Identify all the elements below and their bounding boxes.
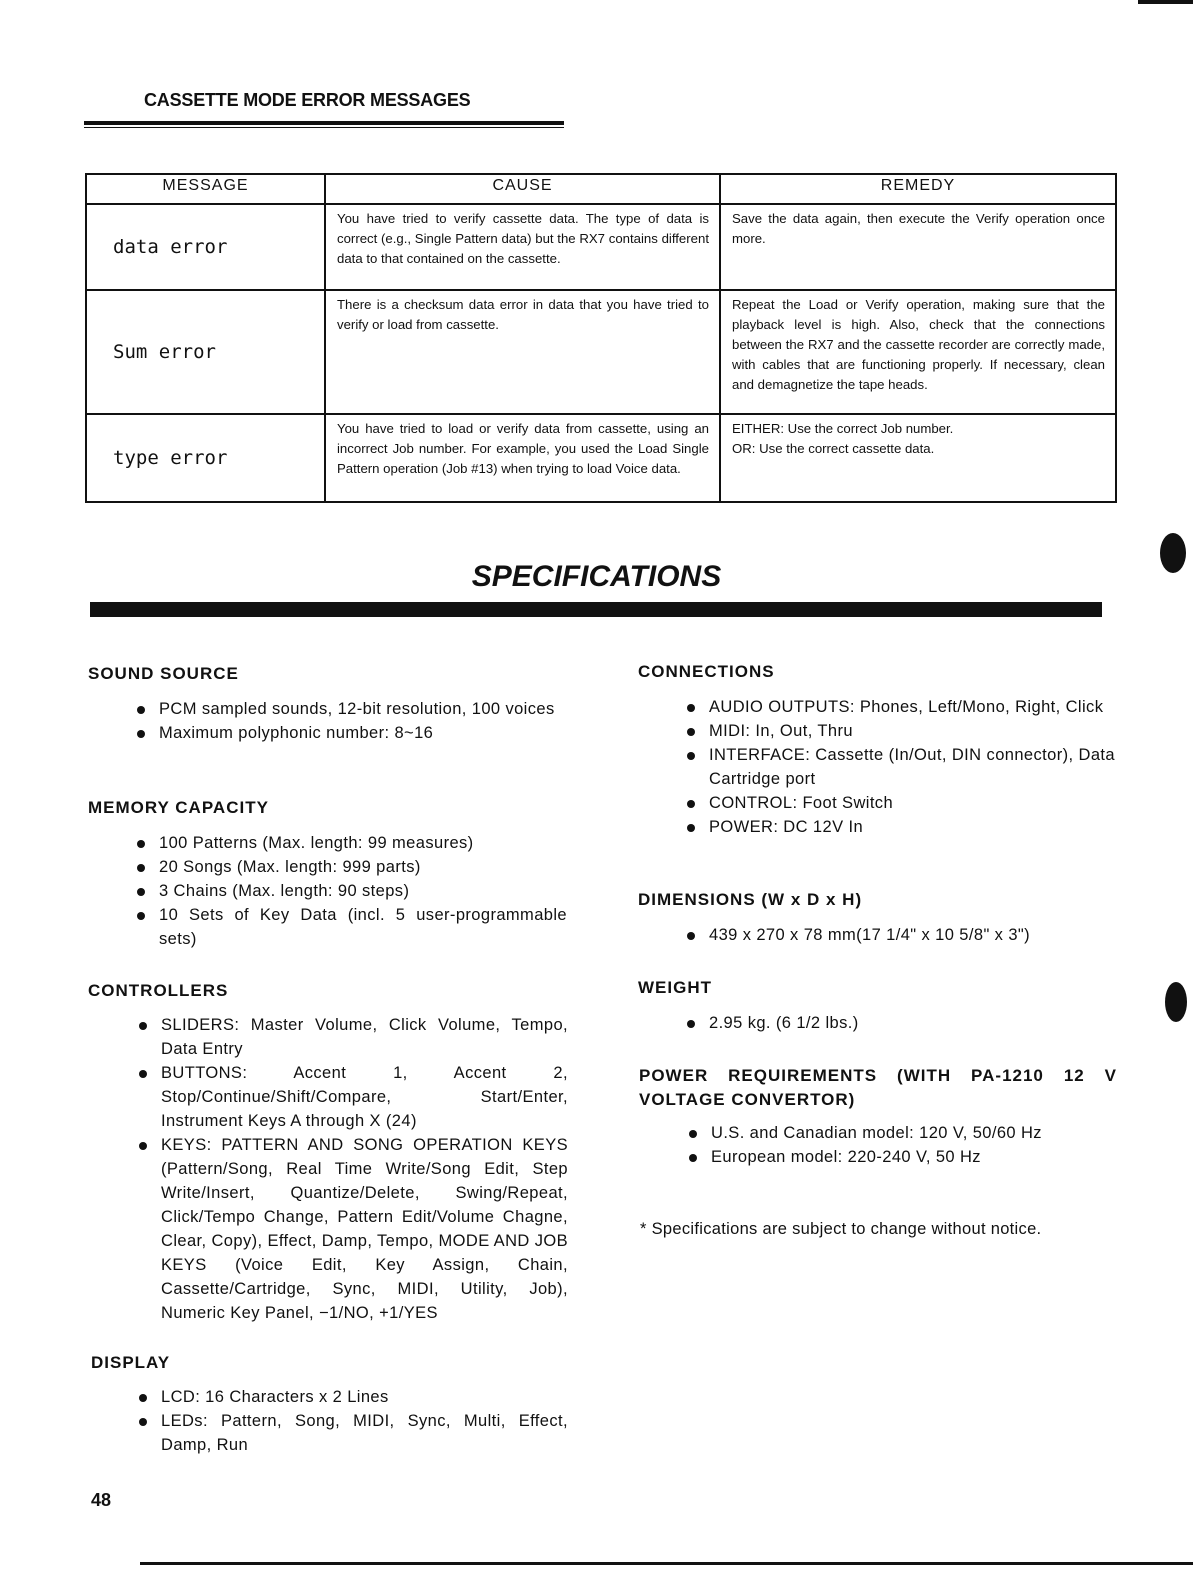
corner-mark <box>1138 0 1193 4</box>
list-item: LEDs: Pattern, Song, MIDI, Sync, Multi, Effect, Damp, Run <box>139 1409 568 1457</box>
list-item: INTERFACE: Cassette (In/Out, DIN connector), Data Cartridge port <box>687 743 1115 791</box>
list-display <box>139 1385 568 1457</box>
error-remedy: Save the data again, then execute the Verify operation once more. <box>720 204 1116 290</box>
bullet-icon <box>139 1070 147 1078</box>
section-heading-memory-capacity: MEMORY CAPACITY <box>88 798 269 817</box>
specifications-footnote: * Specifications are subject to change without notice. <box>640 1220 1042 1238</box>
list-item: 439 x 270 x 78 mm(17 1/4" x 10 5/8" x 3") <box>687 923 1127 947</box>
bullet-icon <box>137 888 145 896</box>
bullet-icon <box>687 1020 695 1028</box>
cassette-heading: CASSETTE MODE ERROR MESSAGES <box>144 90 471 110</box>
error-remedy: EITHER: Use the correct Job number. OR: Use the correct cassette data. <box>720 414 1116 502</box>
list-item: Maximum polyphonic number: 8~16 <box>137 721 565 745</box>
error-cause: There is a checksum data error in data that you have tried to verify or load from cassette. <box>325 290 720 414</box>
list-weight <box>687 1011 1107 1035</box>
list-item: U.S. and Canadian model: 120 V, 50/60 Hz <box>689 1121 1109 1145</box>
heading-rule <box>84 121 564 125</box>
bullet-icon <box>687 800 695 808</box>
list-item: AUDIO OUTPUTS: Phones, Left/Mono, Right, Click <box>687 695 1115 719</box>
section-heading-connections: CONNECTIONS <box>638 662 775 681</box>
list-item: 3 Chains (Max. length: 90 steps) <box>137 879 567 903</box>
bullet-icon <box>689 1154 697 1162</box>
list-item: CONTROL: Foot Switch <box>687 791 1115 815</box>
section-heading-controllers: CONTROLLERS <box>88 981 229 1000</box>
bullet-icon <box>687 824 695 832</box>
list-item: KEYS: PATTERN AND SONG OPERATION KEYS (Pattern/Song, Real Time Write/Song Edit, Step Write/Insert, Quantize/Delete, Swing/Repeat, Click/Tempo Change, Pattern Edit/Volume Chagne, Clear, Copy), Effect, Damp, Tempo, MODE AND JOB KEYS (Voice Edit, Key Assign, Chain, Cassette/Cartridge, Sync, MIDI, Utility, Job), Numeric Key Panel, −1/NO, +1/YES <box>139 1133 568 1325</box>
bullet-icon <box>137 730 145 738</box>
section-heading-dimensions: DIMENSIONS (W x D x H) <box>638 890 863 909</box>
list-item: 20 Songs (Max. length: 999 parts) <box>137 855 567 879</box>
bullet-icon <box>139 1394 147 1402</box>
error-cause: You have tried to load or verify data from cassette, using an incorrect Job number. For example, you used the Load Single Pattern operation (Job #13) when trying to load Voice data. <box>325 414 720 502</box>
section-heading-weight: WEIGHT <box>638 978 712 997</box>
list-sound-source <box>137 697 565 745</box>
list-memory-capacity <box>137 831 567 951</box>
list-item: 2.95 kg. (6 1/2 lbs.) <box>687 1011 1107 1035</box>
bullet-icon <box>687 704 695 712</box>
bullet-icon <box>687 728 695 736</box>
bullet-icon <box>137 912 145 920</box>
list-power-requirements <box>689 1121 1109 1169</box>
error-remedy: Repeat the Load or Verify operation, making sure that the playback level is high. Also, check that the connections between the RX7 and the cassette recorder are correctly made, with cables that are functioning properly. If necessary, clean and demagnetize the tape heads. <box>720 290 1116 414</box>
title-bar <box>90 602 1102 617</box>
bullet-icon <box>687 752 695 760</box>
list-item: BUTTONS: Accent 1, Accent 2, Stop/Continue/Shift/Compare, Start/Enter, Instrument Keys A through X (24) <box>139 1061 568 1133</box>
list-item: European model: 220-240 V, 50 Hz <box>689 1145 1109 1169</box>
list-connections <box>687 695 1115 839</box>
bottom-rule <box>140 1562 1193 1565</box>
page-number: 48 <box>91 1490 112 1510</box>
list-controllers <box>139 1013 568 1325</box>
error-cause: You have tried to verify cassette data. The type of data is correct (e.g., Single Pattern data) but the RX7 contains different data to that contained on the cassette. <box>325 204 720 290</box>
table-header-row <box>86 174 1116 204</box>
col-header-remedy: REMEDY <box>720 174 1116 204</box>
list-item: 10 Sets of Key Data (incl. 5 user-programmable sets) <box>137 903 567 951</box>
section-heading-power-requirements: POWER REQUIREMENTS (WITH PA-1210 12 V VOLTAGE CONVERTOR) <box>639 1066 1117 1109</box>
error-message: data error <box>86 204 325 290</box>
list-item: LCD: 16 Characters x 2 Lines <box>139 1385 568 1409</box>
error-message: type error <box>86 414 325 502</box>
bullet-icon <box>687 932 695 940</box>
punch-hole-mark <box>1165 982 1187 1022</box>
bullet-icon <box>689 1130 697 1138</box>
table-row <box>86 204 1116 290</box>
specifications-title: SPECIFICATIONS <box>471 560 722 593</box>
error-messages-table <box>85 173 1117 503</box>
list-item: PCM sampled sounds, 12-bit resolution, 100 voices <box>137 697 565 721</box>
col-header-message: MESSAGE <box>86 174 325 204</box>
list-item: SLIDERS: Master Volume, Click Volume, Tempo, Data Entry <box>139 1013 568 1061</box>
bullet-icon <box>139 1022 147 1030</box>
list-item: 100 Patterns (Max. length: 99 measures) <box>137 831 567 855</box>
bullet-icon <box>137 864 145 872</box>
bullet-icon <box>137 706 145 714</box>
section-heading-display: DISPLAY <box>91 1353 171 1372</box>
section-heading-sound-source: SOUND SOURCE <box>88 664 239 683</box>
table-row <box>86 290 1116 414</box>
list-dimensions <box>687 923 1127 947</box>
list-item: MIDI: In, Out, Thru <box>687 719 1115 743</box>
col-header-cause: CAUSE <box>325 174 720 204</box>
list-item: POWER: DC 12V In <box>687 815 1115 839</box>
error-message: Sum error <box>86 290 325 414</box>
bullet-icon <box>139 1142 147 1150</box>
bullet-icon <box>137 840 145 848</box>
bullet-icon <box>139 1418 147 1426</box>
table-row <box>86 414 1116 502</box>
heading-rule-thin <box>84 127 564 128</box>
